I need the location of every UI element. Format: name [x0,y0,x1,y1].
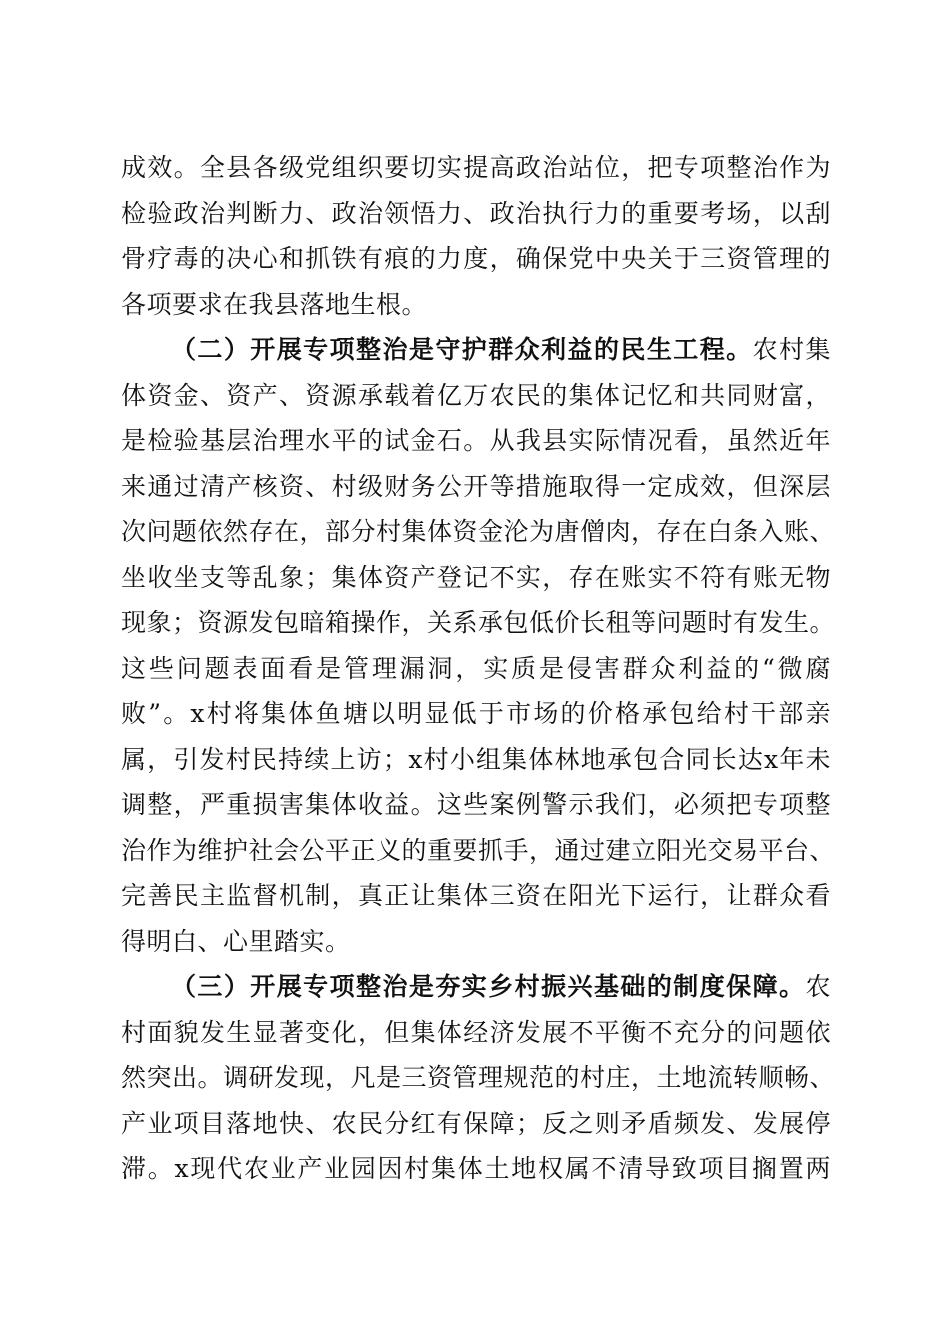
paragraph-2-line: 调整，严重损害集体收益。这些案例警示我们，必须把专项整 [121,790,831,819]
paragraph-3-line: 村面貌发生显著变化，但集体经济发展不平衡不充分的问题依 [121,1017,831,1047]
paragraph-2-line: 坐收坐支等乱象；集体资产登记不实，存在账实不符有账无物 [121,562,831,592]
paragraph-2-first-line-rest: 农村集 [752,335,831,364]
paragraph-2-line: 来通过清产核资、村级财务公开等措施取得一定成效，但深层 [121,471,831,501]
section-3-heading: （三）开展专项整治是夯实乡村振兴基础的制度保障。 [171,972,806,1001]
paragraph-3-first-line-rest: 农 [805,972,831,1001]
paragraph-2-line: 败”。x村将集体鱼塘以明显低于市场的价格承包给村干部亲 [121,699,831,728]
paragraph-1-line: 骨疗毒的决心和抓铁有痕的力度，确保党中央关于三资管理的 [121,244,831,273]
paragraph-2-line: 是检验基层治理水平的试金石。从我县实际情况看，虽然近年 [121,426,831,455]
paragraph-3-line: 然突出。调研发现，凡是三资管理规范的村庄，土地流转顺畅、 [121,1063,836,1092]
paragraph-2-line: 次问题依然存在，部分村集体资金沦为唐僧肉，存在白条入账、 [121,517,836,546]
paragraph-2-line: 现象；资源发包暗箱操作，关系承包低价长租等问题时有发生。 [121,608,836,637]
paragraph-1-line: 成效。全县各级党组织要切实提高政治站位，把专项整治作为 [121,153,831,182]
paragraph-3-line: 产业项目落地快、农民分红有保障；反之则矛盾频发、发展停 [121,1108,831,1138]
paragraph-2-line: 得明白、心里踏实。 [121,926,351,956]
paragraph-1-line: 各项要求在我县落地生根。 [121,289,428,319]
paragraph-1-line: 检验政治判断力、政治领悟力、政治执行力的重要考场，以刮 [121,198,831,228]
paragraph-3-line: 滞。x现代农业产业园因村集体土地权属不清导致项目搁置两 [121,1154,831,1183]
paragraph-2-line: 属，引发村民持续上访；x村小组集体林地承包合同长达x年未 [121,744,831,774]
paragraph-2-line: 治作为维护社会公平正义的重要抓手，通过建立阳光交易平台、 [121,835,836,865]
document-body [121,145,836,1192]
section-2-heading: （二）开展专项整治是守护群众利益的民生工程。 [171,335,753,364]
paragraph-2-line: 完善民主监督机制，真正让集体三资在阳光下运行，让群众看 [121,881,831,910]
paragraph-2-first-line [121,327,831,373]
paragraph-3-first-line [121,964,831,1010]
paragraph-2-line: 这些问题表面看是管理漏洞，实质是侵害群众利益的“微腐 [121,653,831,683]
paragraph-2-line: 体资金、资产、资源承载着亿万农民的集体记忆和共同财富， [121,380,831,410]
